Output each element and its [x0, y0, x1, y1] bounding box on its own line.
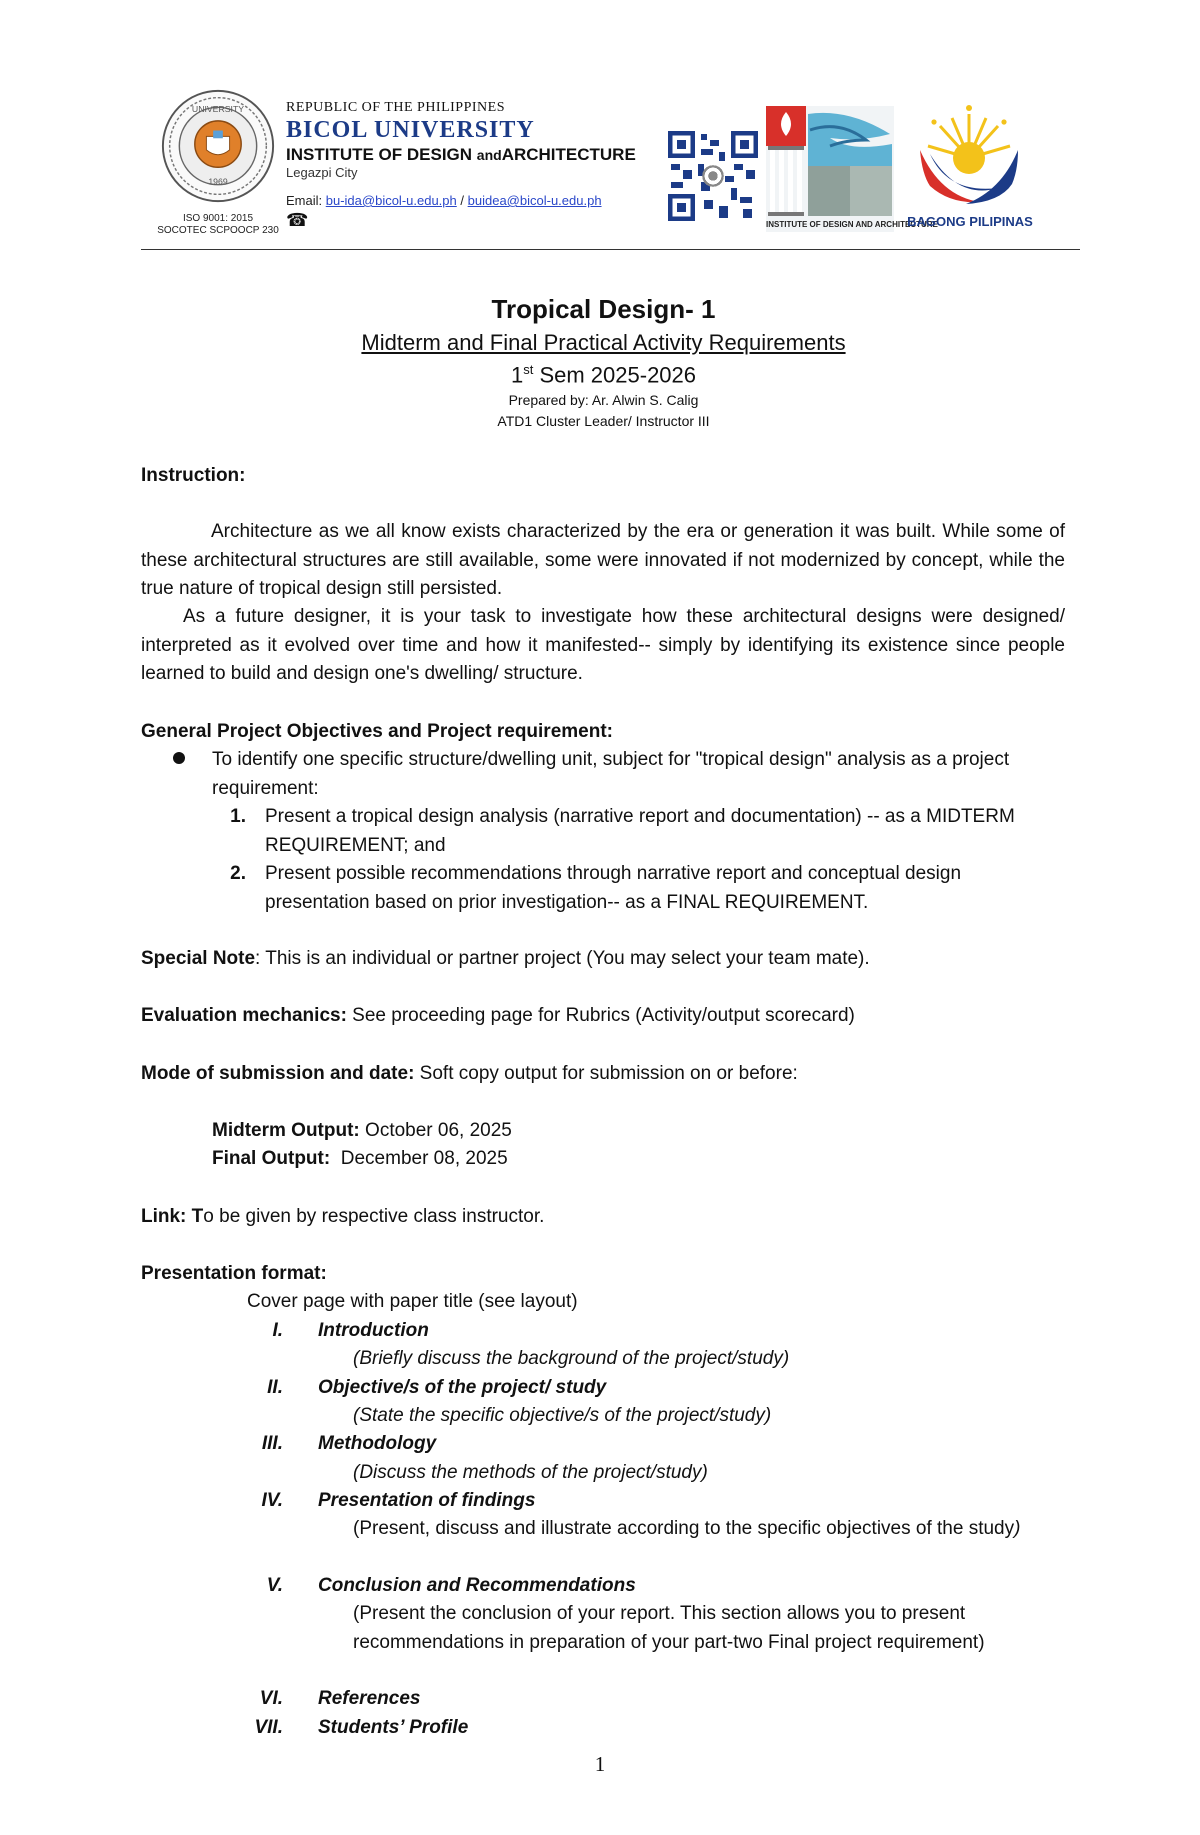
section-numeral: V. [266, 1575, 283, 1596]
svg-text:1969: 1969 [208, 176, 228, 187]
instruction-paragraph-2: As a future designer, it is your task to investigate how these architectural designs were designed/ interpreted as it evolved over time and how it manifested-- simply by identifying its existence since people learned to build and design one's dwelling/ structure. [141, 606, 1065, 684]
requirement-number: 1. [230, 806, 246, 827]
final-output [212, 1145, 508, 1174]
section-description: (Discuss the methods of the project/study) [353, 1462, 708, 1483]
section-description [353, 1515, 1065, 1544]
email-link-1[interactable]: bu-ida@bicol-u.edu.ph [325, 193, 457, 208]
qr-code-icon [668, 131, 758, 221]
sem-superscript: st [523, 362, 534, 377]
presentation-heading: Presentation format: [141, 1263, 327, 1284]
iso-line: ISO 9001: 2015 [182, 213, 254, 224]
email-separator: / [460, 193, 465, 208]
email-line [286, 193, 636, 209]
section-numeral: VI. [259, 1688, 283, 1709]
section-description-text: (Present, discuss and illustrate according to the specific objectives of the study [353, 1518, 1015, 1539]
institute-and: and [476, 147, 502, 163]
document-title: Tropical Design- 1 [491, 294, 716, 324]
bullet-icon [173, 752, 185, 764]
phone-icon: ☎ [286, 210, 309, 230]
submission-link [141, 1203, 1065, 1232]
instruction-paragraph-1: Architecture as we all know exists characterized by the era or generation it was built. While some of these architectural structures are still available, some were innovated if not modernized by concept, while the true nature of tropical design still persisted. [141, 521, 1065, 599]
institute-tail: ARCHITECTURE [501, 145, 636, 164]
special-note [141, 945, 1065, 974]
section-description-end: ) [1014, 1518, 1021, 1539]
preparer-role: ATD1 Cluster Leader/ Instructor III [497, 413, 710, 429]
submission-label: Mode of submission and date: [141, 1063, 415, 1084]
email-label: Email: [286, 193, 323, 208]
page-number: 1 [594, 1752, 606, 1776]
midterm-date: October 06, 2025 [359, 1120, 512, 1141]
svg-text:UNIVERSITY: UNIVERSITY [191, 104, 245, 115]
header-divider [141, 249, 1080, 250]
section-numeral: I. [272, 1320, 283, 1341]
semester-line [141, 362, 1066, 388]
iso-certification [150, 213, 286, 237]
city-label: Legazpi City [286, 165, 358, 180]
university-name: BICOL UNIVERSITY [286, 117, 535, 143]
section-description: (Present the conclusion of your report. This section allows you to present recommendations in preparation of your part-two Final project requirement) [353, 1603, 985, 1653]
midterm-label: Midterm Output: [212, 1120, 360, 1141]
bagong-pilipinas-wordmark: BAGONG PILIPINAS [907, 214, 1033, 229]
section-numeral: VII. [254, 1717, 283, 1738]
ida-institute-logo [766, 106, 938, 232]
section-title: Students’ Profile [318, 1717, 469, 1738]
prepared-by: Prepared by: Ar. Alwin S. Calig [508, 392, 699, 408]
letterhead [286, 100, 636, 230]
objective-bullet: To identify one specific structure/dwelling unit, subject for "tropical design" analysis as a project requirement: [212, 749, 1010, 799]
section-title: Objective/s of the project/ study [318, 1377, 607, 1398]
section-title: Methodology [318, 1433, 437, 1454]
link-label: Link: T [141, 1206, 204, 1227]
special-note-text: : This is an individual or partner project (You may select your team mate). [255, 948, 870, 969]
section-numeral: IV. [261, 1490, 283, 1511]
subtitle-text: Midterm and Final Practical Activity Requirements [361, 330, 846, 355]
submission-mode [141, 1060, 1065, 1089]
submission-text: Soft copy output for submission on or before: [414, 1063, 798, 1084]
final-label: Final Output: [212, 1148, 331, 1169]
final-date: December 08, 2025 [330, 1148, 508, 1169]
requirement-number: 2. [230, 863, 246, 884]
section-title: Conclusion and Recommendations [318, 1575, 636, 1596]
sem-rest: Sem 2025-2026 [533, 362, 697, 388]
bicol-university-seal-logo [160, 88, 276, 204]
link-text: o be given by respective class instructor. [203, 1206, 545, 1227]
instruction-heading: Instruction: [141, 465, 246, 486]
document-subtitle [141, 330, 1066, 356]
iso-line: SOCOTEC SCPOOCP 230 [157, 225, 279, 236]
evaluation-mechanics [141, 1002, 1065, 1031]
requirement-text: Present possible recommendations through narrative report and conceptual design presentation based on prior investigation-- as a FINAL REQUIREMENT. [265, 863, 962, 913]
institute-name [286, 145, 636, 165]
institute-main: INSTITUTE OF DESIGN [286, 145, 473, 164]
bagong-pilipinas-logo [914, 100, 1024, 212]
section-numeral: III. [261, 1433, 283, 1454]
ida-logo-caption: INSTITUTE OF DESIGN AND ARCHITECTURE [766, 220, 938, 229]
cover-page-note: Cover page with paper title (see layout) [247, 1291, 578, 1312]
evaluation-text: See proceeding page for Rubrics (Activity/output scorecard) [346, 1005, 855, 1026]
sem-number: 1 [510, 362, 524, 388]
evaluation-label: Evaluation mechanics: [141, 1005, 347, 1026]
section-title: References [318, 1688, 421, 1709]
midterm-output [212, 1117, 512, 1146]
section-numeral: II. [267, 1377, 283, 1398]
objectives-heading: General Project Objectives and Project requirement: [141, 721, 613, 742]
section-description: (Briefly discuss the background of the project/study) [353, 1348, 790, 1369]
special-note-label: Special Note [141, 948, 256, 969]
section-title: Presentation of findings [318, 1490, 536, 1511]
section-title: Introduction [318, 1320, 429, 1341]
section-description: (State the specific objective/s of the project/study) [353, 1405, 772, 1426]
email-link-2[interactable]: buidea@bicol-u.edu.ph [467, 193, 602, 208]
republic-label: REPUBLIC OF THE PHILIPPINES [286, 100, 505, 115]
requirement-text: Present a tropical design analysis (narrative report and documentation) -- as a MIDTERM REQUIREMENT; and [265, 806, 1015, 856]
